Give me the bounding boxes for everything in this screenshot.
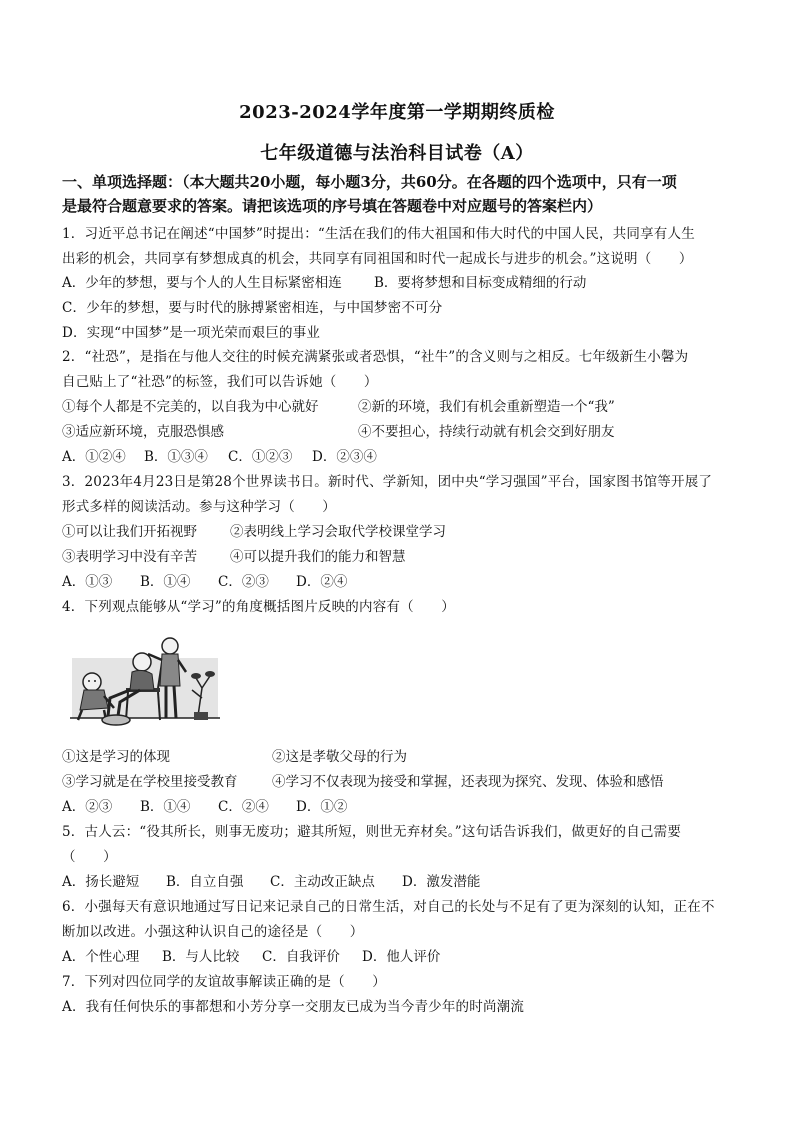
q2-statements-12	[62, 396, 615, 418]
q3-stem-line2: 形式多样的阅读活动。参与这种学习（ ）	[62, 499, 336, 515]
q5-options	[62, 871, 480, 893]
q2-option-a: A．①②④	[62, 449, 126, 465]
q3-options	[62, 571, 347, 593]
q5-stem-line1: 5．古人云：“役其所长，则事无废功；避其所短，则世无弃材矣。”这句话告诉我们，做更好的自己需要	[62, 824, 682, 840]
q4-statement-4: ④学习不仅表现为接受和掌握，还表现为探究、发现、体验和感悟	[272, 774, 664, 790]
q3-statements-34	[62, 546, 406, 568]
q1-stem-line1: 1．习近平总书记在阐述“中国梦”时提出：“生活在我们的伟大祖国和伟大时代的中国人民，共同享有人生	[62, 226, 695, 242]
q5-stem-line2: （ ）	[62, 849, 117, 865]
exam-subtitle: 七年级道德与法治科目试卷（A）	[260, 143, 534, 164]
q4-option-b: B．①④	[140, 799, 191, 815]
q1-option-c: C．少年的梦想，要与时代的脉搏紧密相连，与中国梦密不可分	[62, 300, 443, 316]
q3-option-b: B．①④	[140, 574, 191, 590]
section-instructions-line1: 一、单项选择题：（本大题共20小题，每小题3分，共60分。在各题的四个选项中，只有一项	[62, 173, 677, 191]
q1-options-ab	[62, 272, 586, 294]
q4-option-c: C．②④	[218, 799, 269, 815]
q5-option-b: B．自立自强	[166, 874, 244, 890]
section-instructions-line2: 是最符合题意要求的答案。请把该选项的序号填在答题卷中对应题号的答案栏内）	[62, 197, 603, 215]
q2-option-d: D．②③④	[312, 449, 377, 465]
cartoon-illustration	[70, 628, 220, 736]
q2-option-c: C．①②③	[228, 449, 293, 465]
q4-stem: 4．下列观点能够从“学习”的角度概括图片反映的内容有（ ）	[62, 599, 455, 615]
q4-statements-34	[62, 771, 664, 793]
q4-option-a: A．②③	[62, 799, 113, 815]
q3-statement-1: ①可以让我们开拓视野	[62, 524, 197, 540]
q4-options	[62, 796, 347, 818]
q6-option-b: B．与人比较	[162, 949, 240, 965]
q5-option-d: D．激发潜能	[402, 874, 481, 890]
q1-option-b: B．要将梦想和目标变成精细的行动	[374, 275, 587, 291]
q2-option-b: B．①③④	[144, 449, 208, 465]
q3-option-a: A．①③	[62, 574, 113, 590]
q2-statement-4: ④不要担心，持续行动就有机会交到好朋友	[358, 424, 615, 440]
q3-statement-2: ②表明线上学习会取代学校课堂学习	[230, 524, 446, 540]
exam-title: 2023-2024学年度第一学期期终质检	[239, 102, 555, 123]
q1-option-a: A．少年的梦想，要与个人的人生目标紧密相连	[62, 275, 342, 291]
q4-statement-1: ①这是学习的体现	[62, 749, 170, 765]
q3-statements-12	[62, 521, 446, 543]
q6-options	[62, 946, 440, 968]
q2-statement-1: ①每个人都是不完美的，以自我为中心就好	[62, 399, 319, 415]
q4-statement-3: ③学习就是在学校里接受教育	[62, 774, 238, 790]
q3-option-c: C．②③	[218, 574, 269, 590]
q1-option-d: D．实现“中国梦”是一项光荣而艰巨的事业	[62, 325, 321, 341]
q5-option-a: A．扬长避短	[62, 874, 140, 890]
q3-option-d: D．②④	[296, 574, 348, 590]
q6-stem-line2: 断加以改进。小强这种认识自己的途径是（ ）	[62, 924, 364, 940]
q2-statement-3: ③适应新环境，克服恐惧感	[62, 424, 224, 440]
q6-option-c: C．自我评价	[262, 949, 340, 965]
q1-stem-line2: 出彩的机会，共同享有梦想成真的机会，共同享有同祖国和时代一起成长与进步的机会。”这说明（ ）	[62, 251, 693, 267]
q2-stem-line1: 2．“社恐”，是指在与他人交往的时候充满紧张或者恐惧，“社牛”的含义则与之相反。七年级新生小馨为	[62, 349, 689, 365]
q3-statement-3: ③表明学习中没有辛苦	[62, 549, 197, 565]
q2-statement-2: ②新的环境，我们有机会重新塑造一个“我”	[358, 399, 615, 415]
q5-option-c: C．主动改正缺点	[270, 874, 375, 890]
q6-option-d: D．他人评价	[362, 949, 441, 965]
q7-option-a: A．我有任何快乐的事都想和小芳分享一交朋友已成为当今青少年的时尚潮流	[62, 999, 525, 1015]
q2-stem-line2: 自己贴上了“社恐”的标签，我们可以告诉她（ ）	[62, 374, 378, 390]
q3-stem-line1: 3．2023年4月23日是第28个世界读书日。新时代、学新知，团中央“学习强国”平台，国家图书馆等开展了	[62, 474, 713, 490]
q3-statement-4: ④可以提升我们的能力和智慧	[230, 549, 406, 565]
q7-stem: 7．下列对四位同学的友谊故事解读正确的是（ ）	[62, 974, 386, 990]
q2-options	[62, 446, 377, 468]
q4-option-d: D．①②	[296, 799, 348, 815]
section-instructions	[62, 170, 742, 218]
q4-statement-2: ②这是孝敬父母的行为	[272, 749, 407, 765]
q4-statements-12	[62, 746, 407, 768]
q6-option-a: A．个性心理	[62, 949, 140, 965]
q2-statements-34	[62, 421, 615, 443]
q6-stem-line1: 6．小强每天有意识地通过写日记来记录自己的日常生活，对自己的长处与不足有了更为深刻的认知，正在不	[62, 899, 715, 915]
